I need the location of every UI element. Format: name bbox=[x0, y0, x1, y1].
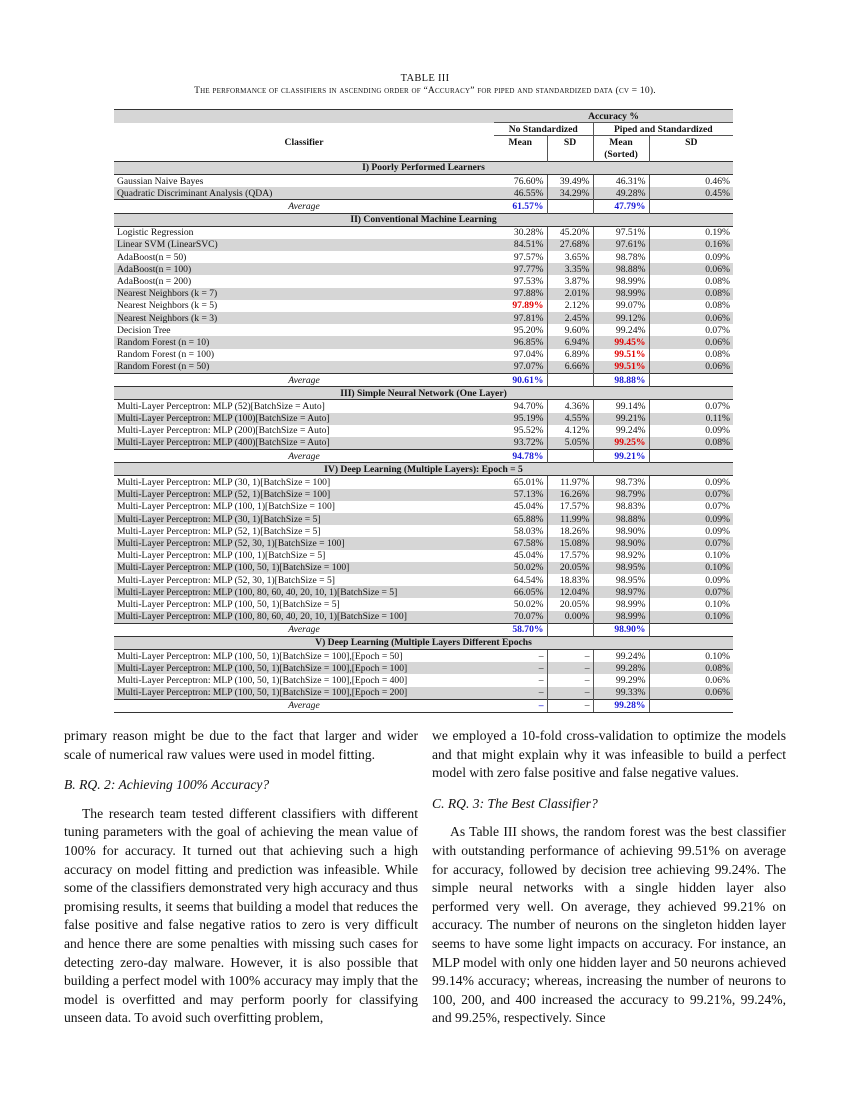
accuracy-header: Accuracy % bbox=[494, 110, 733, 123]
classifier-name: Nearest Neighbors (k = 3) bbox=[114, 312, 494, 324]
classifier-name: Multi-Layer Perceptron: MLP (100)[BatchSize = Auto] bbox=[114, 413, 494, 425]
mean-std: 98.99% bbox=[593, 275, 649, 287]
sd-no-std: 9.60% bbox=[547, 324, 593, 336]
classifier-name: Logistic Regression bbox=[117, 227, 194, 239]
average-sd2-blank bbox=[649, 450, 733, 463]
sd-std: 0.09% bbox=[649, 525, 733, 537]
classifier-name: Multi-Layer Perceptron: MLP (30, 1)[BatchSize = 5] bbox=[114, 513, 494, 525]
mean-std: 99.07% bbox=[593, 300, 649, 312]
mean-std: 98.88% bbox=[593, 263, 649, 275]
table-caption: The performance of classifiers in ascending order of “Accuracy” for piped and standardized data (cv = 10). bbox=[194, 85, 656, 96]
mean-no-std: – bbox=[494, 662, 547, 674]
classifier-name: Linear SVM (LinearSVC) bbox=[114, 239, 494, 251]
sd-std: 0.07% bbox=[649, 324, 733, 336]
mean-no-std: 96.85% bbox=[494, 336, 547, 348]
mean-std: 99.24% bbox=[593, 650, 649, 663]
mean-no-std: 97.77% bbox=[494, 263, 547, 275]
average-std: 99.21% bbox=[593, 450, 649, 463]
table-row bbox=[114, 687, 733, 700]
mean-no-std: 95.19% bbox=[494, 413, 547, 425]
mean-std: 98.95% bbox=[593, 562, 649, 574]
table-row bbox=[114, 226, 733, 239]
sd-std: 0.06% bbox=[649, 674, 733, 686]
sd-no-std: 5.05% bbox=[547, 437, 593, 450]
sd-std: 0.46% bbox=[649, 174, 733, 187]
classifier-name: Multi-Layer Perceptron: MLP (100, 1)[BatchSize = 100] bbox=[117, 501, 335, 513]
average-no-std: 61.57% bbox=[494, 200, 547, 213]
table-row bbox=[114, 187, 733, 200]
col-sd: SD bbox=[547, 136, 593, 149]
sd-std: 0.06% bbox=[649, 361, 733, 374]
sd-no-std: 2.01% bbox=[547, 288, 593, 300]
average-row bbox=[114, 200, 733, 213]
col-classifier: Classifier bbox=[284, 136, 324, 148]
mean-no-std: – bbox=[538, 650, 544, 662]
average-label: Average bbox=[114, 450, 494, 463]
mean-std: 99.14% bbox=[593, 400, 649, 413]
mean-no-std: 57.13% bbox=[494, 489, 547, 501]
right-paragraph-2: As Table III shows, the random forest was the best classifier with outstanding performance of achieving 99.51% on average for accuracy, followed by decision tree achieving 99.24%. The simple neural networks with a single hidden layer also performed very well. On average, they achieved 99.21% on accuracy. The number of neurons on the singleton hidden layer seems to have some light impacts on accuracy. For instance, an MLP model with only one hidden layer and 50 neurons achieved 99.14% accuracy; whereas, increasing the number of neurons to 100, 200, and 400 increased the accuracy to 99.21%, 99.24%, and 99.25%, respectively. Since bbox=[432, 824, 786, 1026]
sd-no-std: 6.66% bbox=[547, 361, 593, 374]
table-row bbox=[114, 275, 733, 287]
sd-std: 0.07% bbox=[649, 400, 733, 413]
sd-no-std: 20.05% bbox=[547, 562, 593, 574]
sd-std: 0.10% bbox=[649, 598, 733, 610]
mean-std: 97.61% bbox=[593, 239, 649, 251]
sd-std: 0.10% bbox=[649, 650, 733, 663]
sd-std: 0.09% bbox=[649, 251, 733, 263]
classifier-name: Multi-Layer Perceptron: MLP (52, 30, 1)[BatchSize = 5] bbox=[117, 574, 335, 586]
mean-std: 99.51% bbox=[593, 349, 649, 361]
average-no-std: 58.70% bbox=[494, 623, 547, 636]
sd-std: 0.07% bbox=[649, 501, 733, 513]
sd-no-std: 3.87% bbox=[547, 275, 593, 287]
classifier-name: Multi-Layer Perceptron: MLP (52, 30, 1)[BatchSize = 100] bbox=[114, 537, 494, 549]
mean-no-std: 50.02% bbox=[494, 562, 547, 574]
sd-std: 0.09% bbox=[649, 574, 733, 586]
table-row bbox=[114, 174, 733, 187]
sd-no-std: – bbox=[547, 674, 593, 686]
mean-std: 99.25% bbox=[593, 437, 649, 450]
table-row bbox=[114, 251, 733, 263]
mean-std: 98.97% bbox=[593, 586, 649, 598]
average-no-std: 94.78% bbox=[494, 450, 547, 463]
mean-no-std: 65.01% bbox=[513, 477, 544, 489]
classifier-name: Multi-Layer Perceptron: MLP (100, 50, 1)[BatchSize = 100] bbox=[114, 562, 494, 574]
right-column bbox=[432, 727, 786, 1028]
left-paragraph-2: The research team tested different classifiers with different tuning parameters with the goal of achieving the mean value of 100% for accuracy. It turned out that achieving such a high accuracy on model fitting and prediction was infeasible. While some of the classifiers demonstrated very high accuracy and thus promising results, it seems that building a model that reduces the false positive and false negative ratios to zero is very difficult and hence there are some penalties with missing such cases for detecting zero-day malware. However, it is also possible that building a perfect model with 100% accuracy may imply that the model is overfitted and may perform poorly for classifying unseen data. To avoid such overfitting problem, bbox=[64, 805, 418, 1026]
classifier-name: Random Forest (n = 100) bbox=[117, 349, 215, 361]
sd-std: 0.19% bbox=[649, 226, 733, 239]
average-label: Average bbox=[114, 373, 494, 386]
mean-std: 46.31% bbox=[593, 174, 649, 187]
sd-no-std: 0.00% bbox=[547, 611, 593, 624]
sd-std: 0.07% bbox=[649, 537, 733, 549]
mean-no-std: 97.89% bbox=[512, 300, 544, 312]
sd-std: 0.08% bbox=[649, 662, 733, 674]
classifier-name: Decision Tree bbox=[117, 324, 171, 336]
classifier-name: Random Forest (n = 10) bbox=[114, 336, 494, 348]
average-no-std: – bbox=[494, 699, 547, 712]
classifier-name: Nearest Neighbors (k = 5) bbox=[117, 300, 218, 312]
table-row bbox=[114, 437, 733, 450]
average-sd2-blank bbox=[649, 200, 733, 213]
mean-no-std: 45.04% bbox=[513, 501, 544, 513]
header-blank-2 bbox=[114, 123, 494, 136]
mean-no-std: 97.07% bbox=[494, 361, 547, 374]
section-heading-rq2: B. RQ. 2: Achieving 100% Accuracy? bbox=[64, 777, 270, 793]
mean-no-std: 30.28% bbox=[513, 227, 544, 239]
sd-no-std: 39.49% bbox=[547, 174, 593, 187]
classifier-name: Multi-Layer Perceptron: MLP (100, 1)[BatchSize = 5] bbox=[117, 550, 326, 562]
mean-no-std: 97.57% bbox=[513, 251, 544, 263]
table-row bbox=[114, 324, 733, 336]
sd-std: 0.09% bbox=[649, 513, 733, 525]
classifier-name: Multi-Layer Perceptron: MLP (30, 1)[BatchSize = 100] bbox=[117, 477, 331, 489]
sd-no-std: 11.97% bbox=[547, 476, 593, 489]
table-row bbox=[114, 513, 733, 525]
mean-no-std: 50.02% bbox=[513, 598, 544, 610]
table-row bbox=[114, 288, 733, 300]
classifier-name: Multi-Layer Perceptron: MLP (400)[BatchSize = Auto] bbox=[114, 437, 494, 450]
mean-no-std: 97.88% bbox=[494, 288, 547, 300]
classifier-name: Multi-Layer Perceptron: MLP (100, 50, 1)[BatchSize = 100],[Epoch = 50] bbox=[117, 650, 403, 662]
average-sd2-blank bbox=[649, 699, 733, 712]
table-row bbox=[114, 336, 733, 348]
mean-std: 98.78% bbox=[593, 251, 649, 263]
classifier-name: AdaBoost(n = 50) bbox=[117, 251, 187, 263]
sd-no-std: 18.26% bbox=[547, 525, 593, 537]
sd-no-std: 11.99% bbox=[547, 513, 593, 525]
sd-no-std: 18.83% bbox=[547, 574, 593, 586]
classifier-name: Multi-Layer Perceptron: MLP (52, 1)[BatchSize = 5] bbox=[117, 525, 321, 537]
classifier-name: Multi-Layer Perceptron: MLP (100, 50, 1)[BatchSize = 100],[Epoch = 200] bbox=[114, 687, 494, 700]
sd-std: 0.10% bbox=[649, 611, 733, 624]
classifier-name: Multi-Layer Perceptron: MLP (100, 50, 1)[BatchSize = 5] bbox=[117, 598, 340, 610]
mean-std: 98.92% bbox=[593, 550, 649, 562]
average-sd-blank bbox=[547, 373, 593, 386]
header-blank bbox=[114, 110, 494, 123]
section-title: II) Conventional Machine Learning bbox=[114, 213, 733, 226]
results-table bbox=[114, 109, 733, 713]
mean-no-std: 64.54% bbox=[513, 574, 544, 586]
sd-no-std: 4.12% bbox=[547, 425, 593, 437]
sd-std: 0.10% bbox=[649, 562, 733, 574]
mean-std: 99.21% bbox=[593, 413, 649, 425]
table-row bbox=[114, 476, 733, 489]
average-row bbox=[114, 623, 733, 636]
sd-no-std: 15.08% bbox=[547, 537, 593, 549]
average-label: Average bbox=[114, 200, 494, 213]
sd-no-std: 3.35% bbox=[547, 263, 593, 275]
classifier-name: Multi-Layer Perceptron: MLP (52)[BatchSize = Auto] bbox=[117, 400, 325, 412]
sd-no-std: 16.26% bbox=[547, 489, 593, 501]
average-std: 98.88% bbox=[593, 373, 649, 386]
mean-no-std: 46.55% bbox=[494, 187, 547, 200]
mean-no-std: 95.20% bbox=[513, 324, 544, 336]
mean-no-std: 93.72% bbox=[494, 437, 547, 450]
classifier-name: Random Forest (n = 50) bbox=[114, 361, 494, 374]
sd-std: 0.08% bbox=[649, 437, 733, 450]
table-row bbox=[114, 239, 733, 251]
mean-no-std: 97.81% bbox=[494, 312, 547, 324]
mean-no-std: 97.04% bbox=[513, 349, 544, 361]
mean-std: 98.88% bbox=[593, 513, 649, 525]
mean-no-std: – bbox=[494, 687, 547, 700]
mean-no-std: 67.58% bbox=[494, 537, 547, 549]
sd-std: 0.08% bbox=[649, 349, 733, 361]
average-sd2-blank bbox=[649, 623, 733, 636]
mean-std: 99.51% bbox=[593, 361, 649, 374]
classifier-name: Multi-Layer Perceptron: MLP (200)[BatchSize = Auto] bbox=[117, 425, 330, 437]
table-row bbox=[114, 413, 733, 425]
section-title: V) Deep Learning (Multiple Layers Different Epochs bbox=[114, 636, 733, 649]
classifier-name: Nearest Neighbors (k = 7) bbox=[114, 288, 494, 300]
average-row bbox=[114, 373, 733, 386]
sd-no-std: 3.65% bbox=[547, 251, 593, 263]
group-standardized: Piped and Standardized bbox=[593, 123, 733, 136]
sd-no-std: 4.55% bbox=[547, 413, 593, 425]
right-paragraph-1: we employed a 10-fold cross-validation to optimize the models and that might explain why it was infeasible to build a perfect model with zero false positive and false negative values. bbox=[432, 728, 786, 781]
mean-no-std: 76.60% bbox=[513, 175, 544, 187]
mean-std: 98.99% bbox=[593, 598, 649, 610]
average-no-std: 90.61% bbox=[494, 373, 547, 386]
mean-no-std: 45.04% bbox=[513, 550, 544, 562]
average-sd-blank bbox=[547, 200, 593, 213]
sd-no-std: 2.12% bbox=[547, 300, 593, 312]
classifier-name: Multi-Layer Perceptron: MLP (100, 50, 1)[BatchSize = 100],[Epoch = 400] bbox=[117, 675, 408, 687]
mean-std: 99.33% bbox=[593, 687, 649, 700]
mean-std: 98.73% bbox=[593, 476, 649, 489]
classifier-name: Multi-Layer Perceptron: MLP (100, 80, 60, 40, 20, 10, 1)[BatchSize = 100] bbox=[114, 611, 494, 624]
sd-std: 0.45% bbox=[649, 187, 733, 200]
table-row bbox=[114, 489, 733, 501]
average-sd2-blank bbox=[649, 373, 733, 386]
table-row bbox=[114, 501, 733, 513]
table-row bbox=[114, 674, 733, 686]
mean-no-std: 70.07% bbox=[494, 611, 547, 624]
table-row bbox=[114, 361, 733, 374]
col-sorted-label: (Sorted) bbox=[593, 149, 649, 162]
sd-no-std: 27.68% bbox=[547, 239, 593, 251]
average-sd-blank bbox=[547, 450, 593, 463]
table-row bbox=[114, 349, 733, 361]
classifier-name: Gaussian Naive Bayes bbox=[117, 175, 204, 187]
section-heading-rq3: C. RQ. 3: The Best Classifier? bbox=[432, 795, 598, 811]
table-row bbox=[114, 598, 733, 610]
table-label: TABLE III bbox=[400, 73, 450, 84]
section-title: IV) Deep Learning (Multiple Layers): Epoch = 5 bbox=[114, 463, 733, 476]
mean-std: 99.24% bbox=[593, 324, 649, 336]
table-row bbox=[114, 586, 733, 598]
section-title: I) Poorly Performed Learners bbox=[114, 161, 733, 174]
sd-no-std: 4.36% bbox=[547, 400, 593, 413]
sd-no-std: 45.20% bbox=[547, 226, 593, 239]
mean-std: 98.79% bbox=[593, 489, 649, 501]
col-mean: Mean bbox=[508, 136, 532, 148]
section-title: III) Simple Neural Network (One Layer) bbox=[114, 387, 733, 400]
table-row bbox=[114, 550, 733, 562]
table-row bbox=[114, 650, 733, 663]
average-sd-blank: – bbox=[547, 699, 593, 712]
mean-no-std: 65.88% bbox=[494, 513, 547, 525]
sd-std: 0.07% bbox=[649, 489, 733, 501]
mean-no-std: – bbox=[538, 675, 544, 687]
sd-std: 0.09% bbox=[649, 476, 733, 489]
sd-std: 0.16% bbox=[649, 239, 733, 251]
sd-std: 0.08% bbox=[649, 288, 733, 300]
sd-no-std: 6.89% bbox=[547, 349, 593, 361]
classifier-name: Quadratic Discriminant Analysis (QDA) bbox=[114, 187, 494, 200]
mean-std: 99.29% bbox=[593, 674, 649, 686]
sd-no-std: – bbox=[547, 687, 593, 700]
left-column bbox=[64, 727, 418, 1028]
average-std: 47.79% bbox=[593, 200, 649, 213]
sd-std: 0.06% bbox=[649, 312, 733, 324]
mean-std: 98.95% bbox=[593, 574, 649, 586]
table-row bbox=[114, 662, 733, 674]
average-row bbox=[114, 699, 733, 712]
mean-std: 98.83% bbox=[593, 501, 649, 513]
sd-no-std: – bbox=[547, 650, 593, 663]
table-row bbox=[114, 425, 733, 437]
average-label: Average bbox=[114, 623, 494, 636]
group-no-standardized: No Standardized bbox=[494, 123, 593, 136]
table-row bbox=[114, 574, 733, 586]
sd-std: 0.07% bbox=[649, 586, 733, 598]
mean-no-std: 84.51% bbox=[494, 239, 547, 251]
mean-std: 99.45% bbox=[593, 336, 649, 348]
mean-no-std: 95.52% bbox=[513, 425, 544, 437]
table-row bbox=[114, 611, 733, 624]
sd-no-std: – bbox=[547, 662, 593, 674]
table-row bbox=[114, 537, 733, 549]
classifier-name: Multi-Layer Perceptron: MLP (52, 1)[BatchSize = 100] bbox=[114, 489, 494, 501]
sd-std: 0.08% bbox=[649, 300, 733, 312]
average-label: Average bbox=[114, 699, 494, 712]
sd-std: 0.06% bbox=[649, 336, 733, 348]
sd-std: 0.10% bbox=[649, 550, 733, 562]
mean-std: 99.24% bbox=[593, 425, 649, 437]
mean-no-std: 66.05% bbox=[494, 586, 547, 598]
sd-no-std: 17.57% bbox=[547, 550, 593, 562]
sd-no-std: 17.57% bbox=[547, 501, 593, 513]
table-row bbox=[114, 400, 733, 413]
sd-std: 0.08% bbox=[649, 275, 733, 287]
table-row bbox=[114, 562, 733, 574]
mean-std: 98.90% bbox=[593, 525, 649, 537]
average-row bbox=[114, 450, 733, 463]
mean-std: 98.90% bbox=[593, 537, 649, 549]
sd-no-std: 12.04% bbox=[547, 586, 593, 598]
table-row bbox=[114, 300, 733, 312]
average-std: 98.90% bbox=[593, 623, 649, 636]
classifier-name: Multi-Layer Perceptron: MLP (100, 80, 60, 40, 20, 10, 1)[BatchSize = 5] bbox=[114, 586, 494, 598]
mean-std: 99.28% bbox=[593, 662, 649, 674]
average-std: 99.28% bbox=[593, 699, 649, 712]
classifier-name: AdaBoost(n = 100) bbox=[114, 263, 494, 275]
table-row bbox=[114, 525, 733, 537]
col-mean-sorted: Mean bbox=[593, 136, 649, 149]
classifier-name: AdaBoost(n = 200) bbox=[117, 276, 192, 288]
mean-std: 98.99% bbox=[593, 288, 649, 300]
mean-no-std: 94.70% bbox=[513, 400, 544, 412]
sd-no-std: 2.45% bbox=[547, 312, 593, 324]
average-sd-blank bbox=[547, 623, 593, 636]
mean-no-std: 97.53% bbox=[513, 276, 544, 288]
sd-no-std: 20.05% bbox=[547, 598, 593, 610]
mean-std: 99.12% bbox=[593, 312, 649, 324]
sd-no-std: 34.29% bbox=[547, 187, 593, 200]
table-row bbox=[114, 263, 733, 275]
col-sd-2: SD bbox=[649, 136, 733, 149]
left-paragraph-1: primary reason might be due to the fact that larger and wider scale of numerical raw values were used in model fitting. bbox=[64, 728, 418, 762]
sd-std: 0.09% bbox=[649, 425, 733, 437]
sd-std: 0.06% bbox=[649, 263, 733, 275]
mean-std: 97.51% bbox=[593, 226, 649, 239]
sd-std: 0.11% bbox=[649, 413, 733, 425]
mean-std: 98.99% bbox=[593, 611, 649, 624]
mean-std: 49.28% bbox=[593, 187, 649, 200]
classifier-name: Multi-Layer Perceptron: MLP (100, 50, 1)[BatchSize = 100],[Epoch = 100] bbox=[114, 662, 494, 674]
table-row bbox=[114, 312, 733, 324]
sd-std: 0.06% bbox=[649, 687, 733, 700]
mean-no-std: 58.03% bbox=[513, 525, 544, 537]
sd-no-std: 6.94% bbox=[547, 336, 593, 348]
